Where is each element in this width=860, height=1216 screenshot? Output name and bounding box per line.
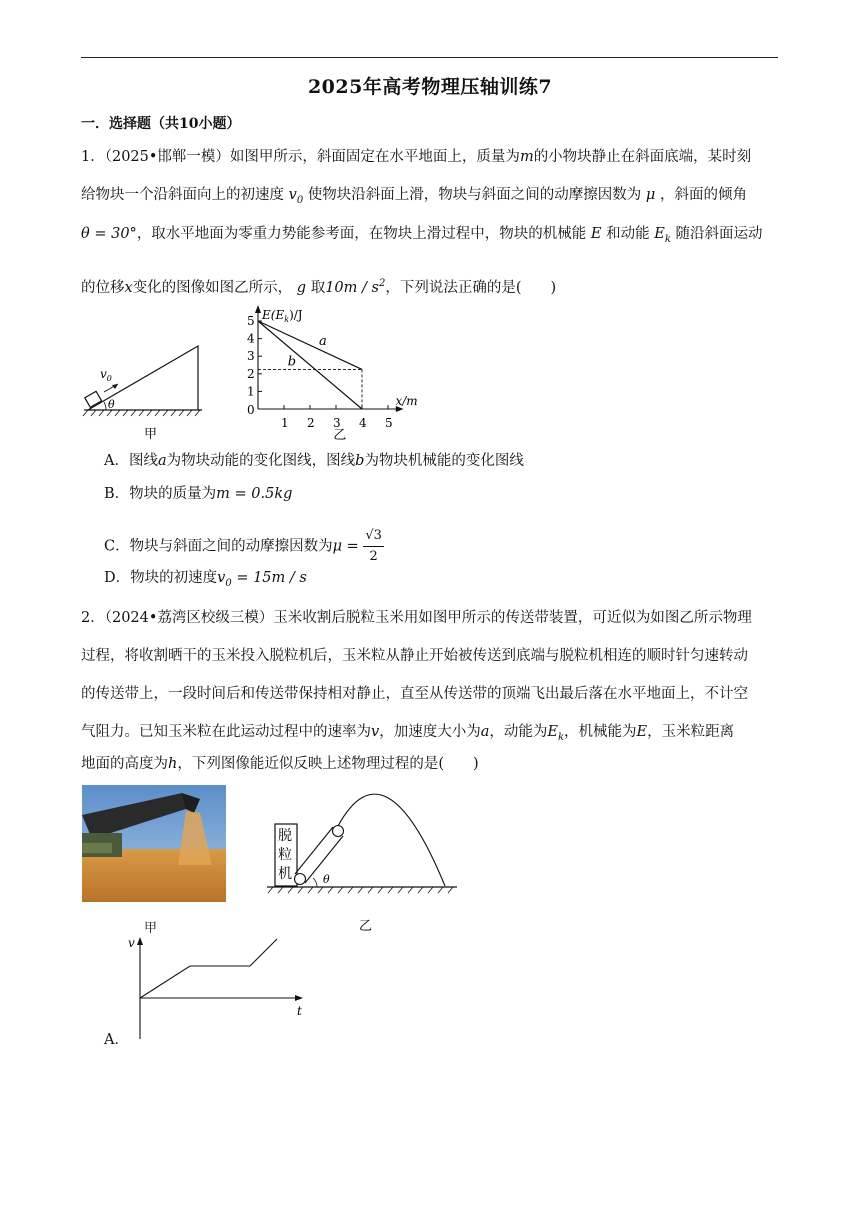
q1-line-1: 1．（2025•邯郸一模）如图甲所示，斜面固定在水平地面上，质量为m的小物块静止在斜面底端，某时刻 — [81, 149, 752, 165]
chart-y-tick-label: 1 — [247, 384, 255, 399]
q1-line-4: 的位移x变化的图像如图乙所示， g 取$10m / s^2$，下列说法正确的是( ) — [81, 278, 557, 296]
chart-series-a — [258, 321, 362, 369]
chart-y-tick-label: 2 — [247, 366, 255, 381]
chart-series-label: b — [287, 354, 297, 370]
chart-x-tick-label: 4 — [359, 416, 367, 430]
chart-origin-label: 0 — [247, 403, 255, 417]
conveyor-yi-label: 乙 — [359, 919, 373, 934]
q1-option-c[interactable]: C．物块与斜面之间的动摩擦因数为μ = $\frac{√3}{2}$ — [104, 526, 384, 567]
machine-char-2: 粒 — [278, 847, 292, 863]
conveyor-theta: θ — [323, 873, 330, 886]
q1-option-d[interactable]: D．物块的初速度$v_0 = 15m / s$ — [104, 570, 307, 589]
q2-line-2: 过程，将收割晒干的玉米投入脱粒机后，玉米粒从静止开始被传送到底端与脱粒机相连的顺时针匀速转动 — [81, 648, 748, 664]
q1-line-2: 给物块一个沿斜面向上的初速度 $v_0$ 使物块沿斜面上滑，物块与斜面之间的动摩擦因数为 μ ，斜面的倾角 — [81, 187, 747, 206]
q1-option-a[interactable]: A．图线a为物块动能的变化图线，图线b为物块机械能的变化图线 — [104, 453, 524, 469]
chart-y-arrow — [255, 305, 261, 313]
q1-option-b[interactable]: B．物块的质量为m = 0.5kg — [104, 486, 293, 502]
figure-jia-label: 甲 — [144, 427, 158, 442]
chart-y-tick-label: 4 — [247, 331, 255, 346]
chart-x-tick-label: 5 — [385, 416, 393, 430]
harvester-photo — [82, 785, 226, 902]
chart-x-label: x/m — [395, 394, 418, 408]
vt-y-label: v — [128, 936, 135, 950]
chart-y-tick-label: 5 — [247, 314, 255, 328]
q2-line-3: 的传送带上，一段时间后和传送带保持相对静止，直至从传送带的顶端飞出最后落在水平地面上，不计空 — [81, 686, 748, 702]
mu-fraction: $\frac{√3}{2}$ — [365, 528, 382, 564]
chart-y-label: $E(E_k)/J$ — [262, 308, 303, 324]
header-rule — [81, 57, 778, 58]
energy-chart — [245, 305, 435, 445]
q2-option-a[interactable]: A． — [104, 1032, 129, 1048]
chart-series-b — [258, 321, 362, 409]
chart-y-tick-label: 3 — [247, 349, 255, 364]
chart-figure-label: 乙 — [333, 428, 347, 443]
page-title: 2025年高考物理压轴训练7 — [307, 76, 553, 98]
chart-x-tick-label: 1 — [281, 416, 289, 430]
chart-x-tick-label: 2 — [307, 416, 315, 430]
chart-series-label: a — [319, 334, 327, 350]
machine-char-1: 脱 — [278, 828, 292, 844]
incline-figure — [80, 340, 210, 440]
v0-label: $v_0$ — [100, 367, 112, 383]
chart-x-tick-label: 3 — [333, 416, 341, 430]
machine-char-3: 机 — [278, 866, 292, 882]
vt-x-label: t — [297, 1004, 302, 1018]
photo-jia-label: 甲 — [144, 921, 158, 936]
q2-line-5: 地面的高度为h，下列图像能近似反映上述物理过程的是( ) — [81, 756, 479, 772]
theta-label: θ — [108, 398, 115, 411]
q2-line-1: 2．（2024•荔湾区校级三模）玉米收割后脱粒玉米用如图甲所示的传送带装置，可近似为如图乙所示物理 — [81, 610, 752, 626]
conveyor-figure — [265, 780, 465, 940]
q2-line-4: 气阻力。已知玉米粒在此运动过程中的速率为v，加速度大小为a，动能为$E_k$，机械能为E，玉米粒距离 — [81, 724, 735, 743]
section-heading: 一．选择题（共10小题） — [81, 116, 241, 132]
q1-line-3: θ = 30°，取水平地面为零重力势能参考面，在物块上滑过程中，物块的机械能 E 和动能 $E_k$ 随沿斜面运动 — [81, 226, 763, 245]
option-a-vt-graph — [125, 935, 315, 1045]
